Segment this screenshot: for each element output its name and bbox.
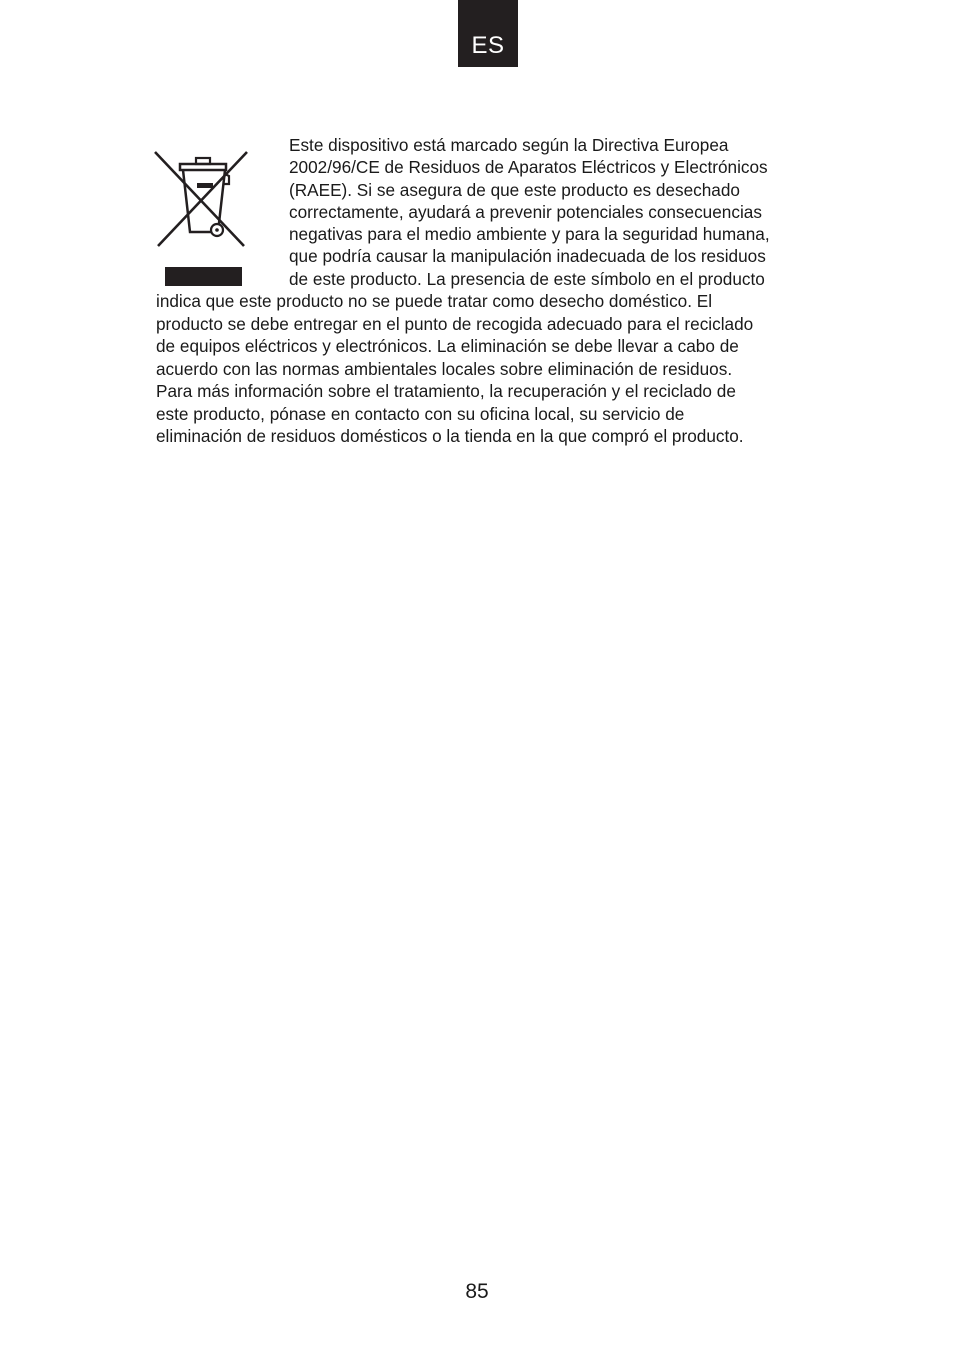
- notice-line: indica que este producto no se puede tratar como desecho doméstico. El: [156, 291, 713, 311]
- notice-line: de este producto. La presencia de este símbolo en el producto: [289, 269, 765, 289]
- notice-line: este producto, pónase en contacto con su oficina local, su servicio de: [156, 404, 685, 424]
- notice-line: producto se debe entregar en el punto de recogida adecuado para el reciclado: [156, 314, 754, 334]
- notice-line: de equipos eléctricos y electrónicos. La eliminación se debe llevar a cabo de: [156, 336, 739, 356]
- notice-line: que podría causar la manipulación inadecuada de los residuos: [289, 246, 766, 266]
- notice-line: 2002/96/CE de Residuos de Aparatos Eléctricos y Electrónicos: [289, 157, 768, 177]
- notice-line: Para más información sobre el tratamiento, la recuperación y el reciclado de: [156, 381, 736, 401]
- language-tab: ES: [458, 0, 518, 67]
- notice-line: Este dispositivo está marcado según la Directiva Europea: [289, 135, 729, 155]
- notice-line: correctamente, ayudará a prevenir potenciales consecuencias: [289, 202, 762, 222]
- notice-line: acuerdo con las normas ambientales locales sobre eliminación de residuos.: [156, 359, 733, 379]
- notice-line: negativas para el medio ambiente y para la seguridad humana,: [289, 224, 770, 244]
- notice-line: eliminación de residuos domésticos o la tienda en la que compró el producto.: [156, 426, 744, 446]
- page-number: 85: [465, 1280, 489, 1303]
- notice-line: (RAEE). Si se asegura de que este producto es desechado: [289, 180, 740, 200]
- weee-disposal-notice: [0, 0, 954, 460]
